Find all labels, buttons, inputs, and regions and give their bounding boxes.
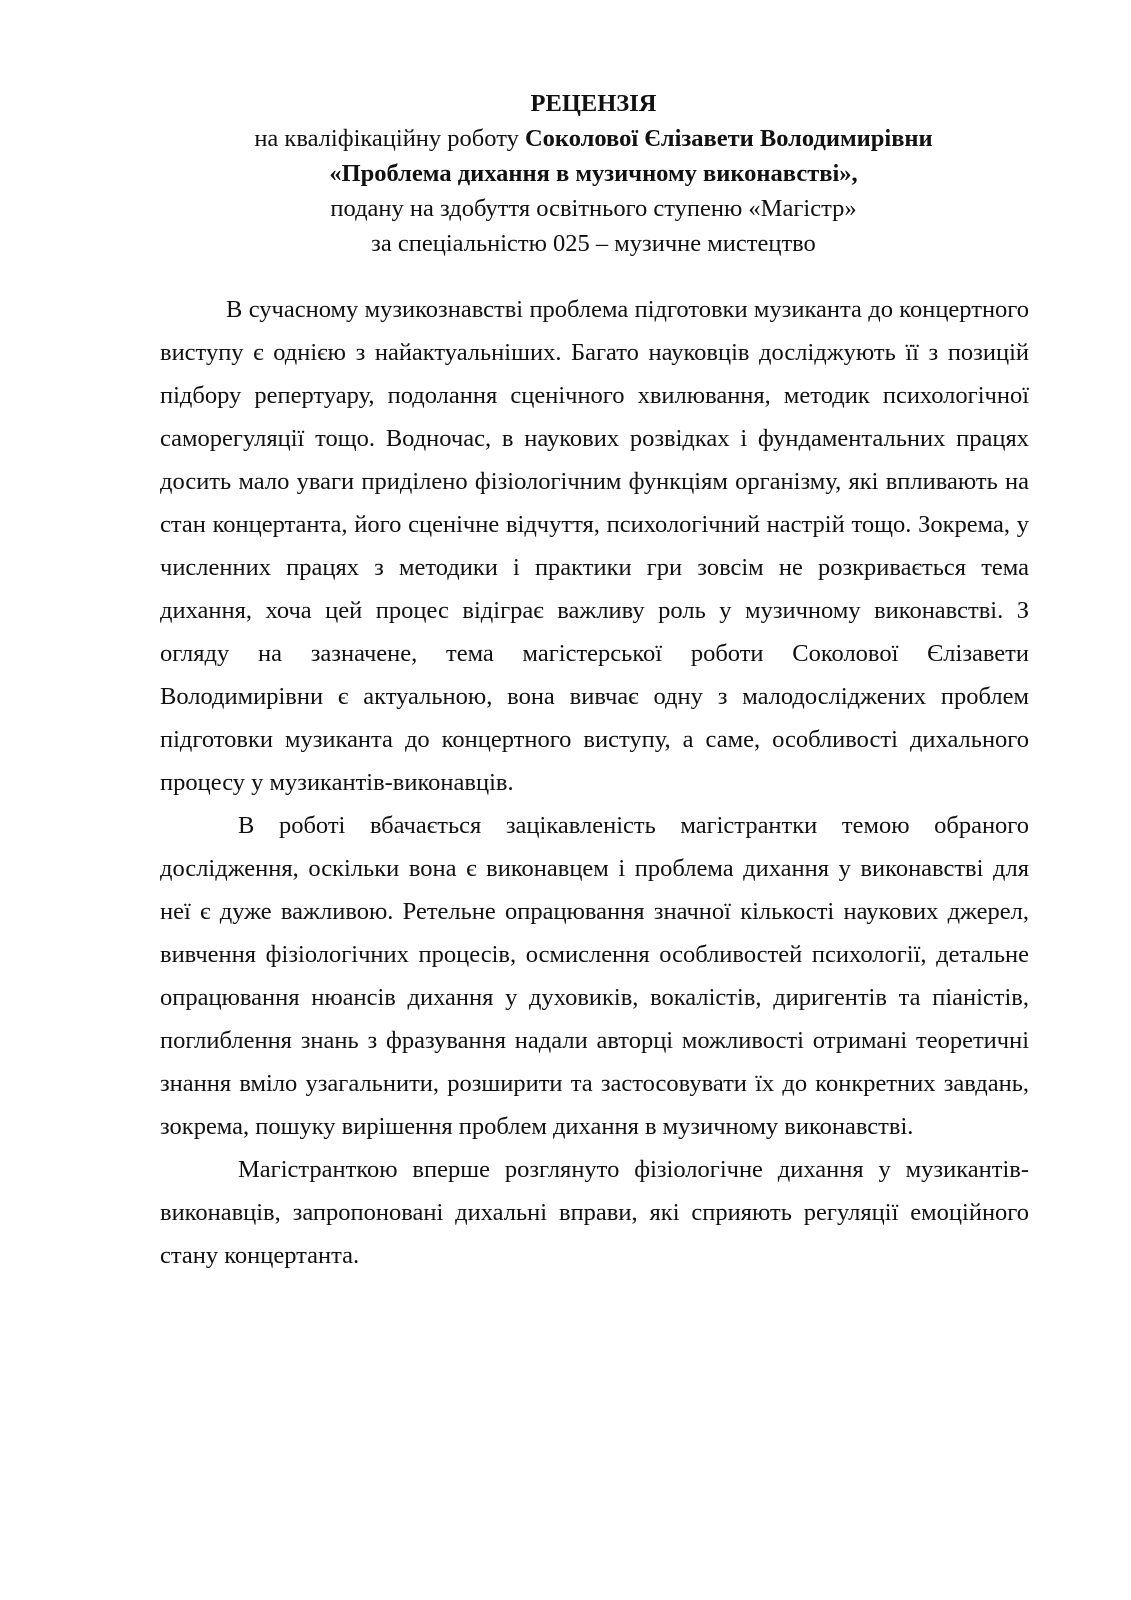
header-author-name: Соколової Єлізавети Володимирівни [524, 125, 933, 152]
paragraph-novelty: Магістранткою вперше розглянуто фізіологічне дихання у музикантів-виконавців, запропоновані дихальні вправи, які сприяють регуляції емоційного стану концертанта. [160, 1156, 1029, 1269]
review-header [150, 86, 1037, 261]
header-topic: «Проблема дихання в музичному виконавстві», [329, 160, 858, 187]
header-work-line [150, 121, 1037, 156]
header-degree: подану на здобуття освітнього ступеню «Магістр» [330, 195, 857, 222]
page-title: РЕЦЕНЗІЯ [530, 90, 657, 117]
review-body [160, 288, 1029, 1277]
header-work-prefix: на кваліфікаційну роботу [254, 125, 525, 152]
paragraph-research-interest: В роботі вбачається зацікавленість магістрантки темою обраного дослідження, оскільки вона є виконавцем і проблема дихання у виконавстві для неї є дуже важливою. Ретельне опрацювання значної кількості наукових джерел, вивчення фізіологічних процесів, осмислення особливостей психології, детальне опрацювання нюансів дихання у духовиків, вокалістів, диригентів та піаністів, поглиблення знань з фразування надали авторці можливості отримані теоретичні знання вміло узагальнити, розширити та застосовувати їх до конкретних завдань, зокрема, пошуку вирішення проблем дихання в музичному виконавстві. [160, 812, 1029, 1140]
header-specialty: за спеціальністю 025 – музичне мистецтво [371, 230, 816, 257]
paragraph-relevance: В сучасному музикознавстві проблема підготовки музиканта до концертного виступу є однією з найактуальніших. Багато науковців досліджують її з позицій підбору репертуару, подолання сценічного хвилювання, методик психологічної саморегуляції тощо. Водночас, в наукових розвідках і фундаментальних працях досить мало уваги приділено фізіологічним функціям організму, які впливають на стан концертанта, його сценічне відчуття, психологічний настрій тощо. Зокрема, у численних працях з методики і практики гри зовсім не розкривається тема дихання, хоча цей процес відіграє важливу роль у музичному виконавстві. З огляду на зазначене, тема магістерської роботи Соколової Єлізавети Володимирівни є актуальною, вона вивчає одну з малодосліджених проблем підготовки музиканта до концертного виступу, а саме, особливості дихального процесу у музикантів-виконавців. [160, 296, 1029, 796]
